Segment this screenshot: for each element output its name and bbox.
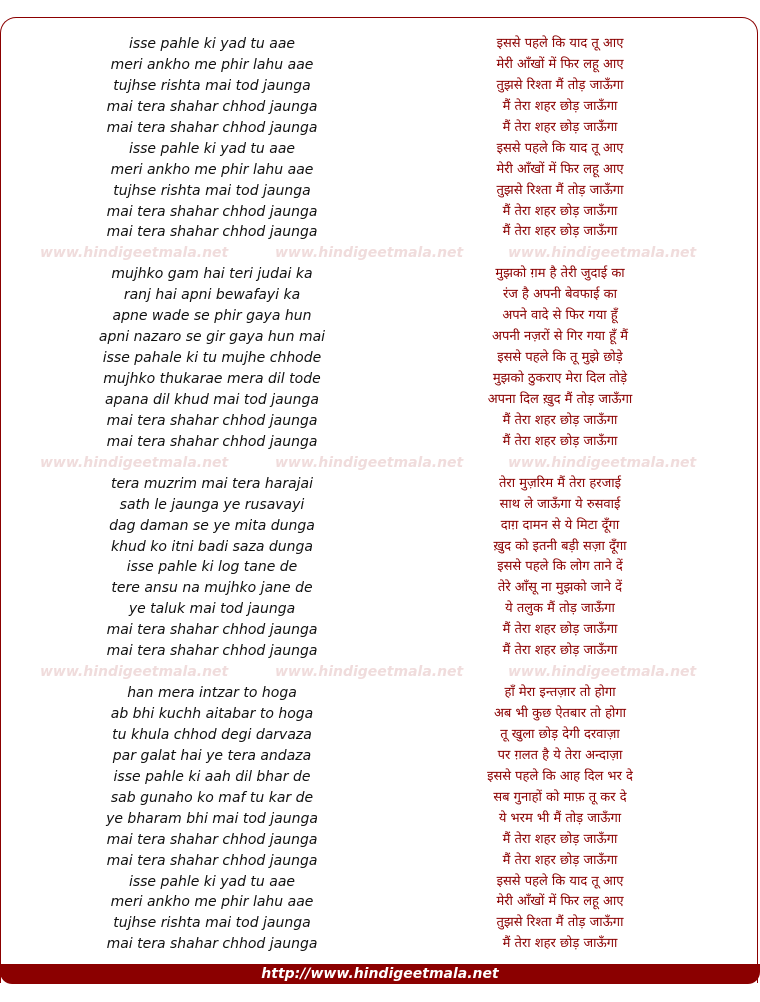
lyric-devanagari: मैं तेरा शहर छोड़ जाऊँगा (502, 643, 618, 659)
lyric-line (0, 557, 760, 578)
lyric-devanagari: हाँ मेरा इन्तज़ार तो होगा (504, 685, 616, 701)
lyric-line (0, 264, 760, 285)
watermark-text: www.hindigeetmala.net (508, 245, 697, 262)
lyric-roman: mai tera shahar chhod jaunga (106, 433, 318, 450)
lyric-roman: tujhse rishta mai tod jaunga (113, 182, 311, 199)
watermark-row (0, 662, 760, 683)
lyric-roman: dag daman se ye mita dunga (109, 517, 315, 534)
lyric-line (0, 285, 760, 306)
watermark-text: www.hindigeetmala.net (275, 245, 464, 262)
lyric-roman: tera muzrim mai tera harajai (110, 475, 314, 492)
lyric-line (0, 160, 760, 181)
lyric-roman: mai tera shahar chhod jaunga (106, 412, 318, 429)
lyric-roman: isse pahle ki aah dil bhar de (113, 768, 311, 785)
lyric-roman: tu khula chhod degi darvaza (112, 726, 312, 743)
lyric-devanagari: तेरा मुज़रिम मैं तेरा हरजाई (499, 475, 621, 491)
lyric-roman: isse pahle ki yad tu aae (128, 36, 296, 52)
lyric-devanagari: इससे पहले कि याद तू आए (496, 36, 624, 51)
lyric-line (0, 704, 760, 725)
lyric-devanagari: इससे पहले कि आह दिल भर दे (487, 768, 633, 784)
lyric-line (0, 516, 760, 537)
lyric-devanagari: मैं तेरा शहर छोड़ जाऊँगा (502, 224, 618, 240)
lyric-devanagari: मैं तेरा शहर छोड़ जाऊँगा (502, 98, 618, 114)
lyric-devanagari: मेरी आँखों में फिर लहू आए (496, 56, 624, 72)
lyric-line (0, 641, 760, 662)
watermark-row (0, 453, 760, 474)
lyric-line (0, 746, 760, 767)
watermark-text: www.hindigeetmala.net (40, 454, 229, 471)
lyric-devanagari: मैं तेरा शहर छोड़ जाऊँगा (502, 119, 618, 135)
lyric-devanagari: साथ ले जाऊँगा ये रुसवाई (499, 496, 621, 512)
lyric-devanagari: ये तलुक मैं तोड़ जाऊँगा (505, 601, 615, 617)
lyric-roman: meri ankho me phir lahu aae (110, 161, 314, 178)
lyric-roman: ranj hai apni bewafayi ka (123, 287, 301, 304)
lyric-line (0, 872, 760, 893)
lyric-line (0, 537, 760, 558)
lyric-devanagari: मुझको ग़म है तेरी जुदाई का (495, 266, 625, 282)
lyric-roman: apni nazaro se gir gaya hun mai (98, 329, 326, 346)
lyric-line (0, 411, 760, 432)
lyric-line (0, 892, 760, 913)
lyric-roman: tujhse rishta mai tod jaunga (113, 915, 311, 932)
lyric-line (0, 432, 760, 453)
lyric-roman: ye bharam bhi mai tod jaunga (106, 810, 318, 827)
watermark-text: www.hindigeetmala.net (40, 664, 229, 681)
lyric-line (0, 34, 760, 55)
lyric-devanagari: अपना दिल ख़ुद मैं तोड़ जाऊँगा (487, 391, 633, 407)
lyric-devanagari: मेरी आँखों में फिर लहू आए (496, 161, 624, 177)
lyric-line (0, 306, 760, 327)
lyric-line (0, 599, 760, 620)
lyric-devanagari: रंज है अपनी बेवफाई का (502, 287, 618, 303)
lyric-line (0, 369, 760, 390)
watermark-text: www.hindigeetmala.net (40, 245, 229, 262)
lyric-devanagari: अपने वादे से फिर गया हूँ (502, 308, 618, 324)
lyric-roman: isse pahle ki yad tu aae (128, 140, 296, 157)
lyric-devanagari: अपनी नज़रों से गिर गया हूँ मैं (492, 329, 628, 345)
lyric-devanagari: इससे पहले कि याद तू आए (496, 140, 624, 156)
lyric-line (0, 181, 760, 202)
lyric-roman: ab bhi kuchh aitabar to hoga (110, 706, 314, 722)
lyric-roman: ye taluk mai tod jaunga (128, 601, 296, 618)
watermark-row (0, 243, 760, 264)
lyric-roman: mai tera shahar chhod jaunga (106, 831, 318, 848)
lyric-devanagari: मैं तेरा शहर छोड़ जाऊँगा (502, 831, 618, 847)
lyric-devanagari: तेरे आँसू ना मुझको जाने दें (497, 580, 623, 596)
lyric-roman: apne wade se phir gaya hun (112, 308, 312, 325)
lyric-devanagari: मैं तेरा शहर छोड़ जाऊँगा (502, 433, 618, 449)
lyric-line (0, 495, 760, 516)
watermark-text: www.hindigeetmala.net (275, 454, 464, 471)
lyric-devanagari: मेरी आँखों में फिर लहू आए (496, 894, 624, 910)
lyric-devanagari: मैं तेरा शहर छोड़ जाऊँगा (502, 622, 618, 638)
lyric-roman: mai tera shahar chhod jaunga (106, 203, 318, 220)
lyric-roman: par galat hai ye tera andaza (112, 747, 312, 764)
lyric-devanagari: ख़ुद को इतनी बड़ी सज़ा दूँगा (493, 538, 627, 554)
lyric-roman: mai tera shahar chhod jaunga (106, 119, 318, 136)
watermark-text: www.hindigeetmala.net (508, 454, 697, 471)
lyric-roman: mai tera shahar chhod jaunga (106, 852, 318, 869)
lyric-roman: mai tera shahar chhod jaunga (106, 224, 318, 241)
lyric-devanagari: दाग़ दामन से ये मिटा दूँगा (500, 517, 620, 533)
lyric-line (0, 683, 760, 704)
lyric-devanagari: तुझसे रिश्ता मैं तोड़ जाऊँगा (496, 77, 624, 93)
lyric-roman: meri ankho me phir lahu aae (110, 56, 314, 73)
lyric-devanagari: मुझको ठुकराए मेरा दिल तोड़े (492, 371, 628, 386)
lyric-line (0, 97, 760, 118)
lyric-devanagari: मैं तेरा शहर छोड़ जाऊँगा (502, 936, 618, 952)
lyric-line (0, 620, 760, 641)
lyric-roman: apana dil khud mai tod jaunga (105, 391, 319, 408)
lyric-devanagari: तुझसे रिश्ता मैं तोड़ जाऊँगा (496, 915, 624, 931)
footer-url-bar[interactable]: http://www.hindigeetmala.net (0, 964, 760, 984)
lyric-line (0, 913, 760, 934)
lyric-line (0, 139, 760, 160)
lyric-devanagari: इससे पहले कि लोग ताने दें (497, 559, 623, 575)
lyric-line (0, 118, 760, 139)
lyric-line (0, 76, 760, 97)
lyric-devanagari: तू खुला छोड़ देगी दरवाज़ा (500, 726, 620, 742)
lyric-roman: tere ansu na mujhko jane de (111, 580, 313, 597)
lyric-devanagari: सब गुनाहों को माफ़ तू कर दे (493, 789, 627, 805)
lyric-roman: meri ankho me phir lahu aae (110, 894, 314, 911)
lyric-roman: isse pahale ki tu mujhe chhode (102, 350, 322, 367)
lyric-roman: mai tera shahar chhod jaunga (106, 622, 318, 639)
lyric-line (0, 327, 760, 348)
lyric-roman: mai tera shahar chhod jaunga (106, 643, 318, 660)
lyric-line (0, 809, 760, 830)
watermark-text: www.hindigeetmala.net (275, 664, 464, 681)
lyric-line (0, 830, 760, 851)
lyric-line (0, 788, 760, 809)
lyric-devanagari: अब भी कुछ ऐतबार तो होगा (493, 706, 627, 721)
lyric-roman: sath le jaunga ye rusavayi (119, 496, 305, 513)
lyric-line (0, 348, 760, 369)
lyric-devanagari: मैं तेरा शहर छोड़ जाऊँगा (502, 412, 618, 428)
lyric-roman: khud ko itni badi saza dunga (111, 538, 313, 555)
lyric-line (0, 934, 760, 955)
lyric-roman: isse pahle ki yad tu aae (128, 873, 296, 890)
lyric-line (0, 222, 760, 243)
lyric-line (0, 851, 760, 872)
lyric-roman: sab gunaho ko maf tu kar de (110, 789, 314, 806)
lyric-line (0, 55, 760, 76)
lyric-line (0, 767, 760, 788)
lyric-devanagari: इससे पहले कि तू मुझे छोड़े (497, 350, 623, 366)
lyric-roman: mai tera shahar chhod jaunga (106, 98, 318, 115)
lyric-devanagari: पर ग़लत है ये तेरा अन्दाज़ा (497, 747, 623, 763)
lyric-line (0, 725, 760, 746)
lyric-devanagari: मैं तेरा शहर छोड़ जाऊँगा (502, 203, 618, 219)
lyric-line (0, 390, 760, 411)
lyric-roman: tujhse rishta mai tod jaunga (113, 77, 311, 94)
lyric-devanagari: इससे पहले कि याद तू आए (496, 873, 624, 889)
lyric-roman: mujhko thukarae mera dil tode (103, 371, 321, 387)
lyric-devanagari: ये भरम भी मैं तोड़ जाऊँगा (498, 810, 622, 826)
lyric-devanagari: तुझसे रिश्ता मैं तोड़ जाऊँगा (496, 182, 624, 198)
lyric-roman: han mera intzar to hoga (127, 685, 297, 702)
lyric-roman: mujhko gam hai teri judai ka (111, 266, 313, 283)
lyric-line (0, 202, 760, 223)
lyric-line (0, 578, 760, 599)
lyrics-content (0, 34, 760, 955)
lyric-roman: mai tera shahar chhod jaunga (106, 936, 318, 953)
lyric-roman: isse pahle ki log tane de (126, 559, 298, 576)
lyric-line (0, 474, 760, 495)
watermark-text: www.hindigeetmala.net (508, 664, 697, 681)
lyric-devanagari: मैं तेरा शहर छोड़ जाऊँगा (502, 852, 618, 868)
